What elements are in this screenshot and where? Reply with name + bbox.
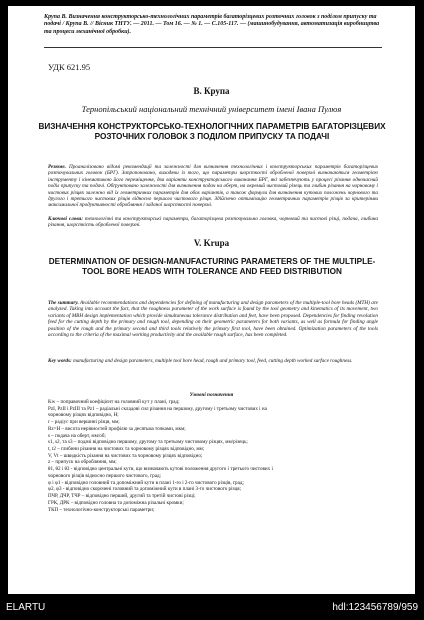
author-ukr: В. Крупа (193, 86, 230, 96)
title-ukr: ВИЗНАЧЕННЯ КОНСТРУКТОРСЬКО-ТЕХНОЛОГІЧНИХ ПАРАМЕТРІВ БАГАТОРІЗЦЕВИХ РОЗТОЧНИХ ГОЛОВОК З ПОДІЛОМ ПРИПУСКУ ТА ПОДАЧІ (38, 122, 386, 141)
keywords-ukr-text: технологічні та конструкторські параметри, багаторізцева розточувальна головка, чорновий та чистові різці, подача, глибина різання, шорсткість обробленої поверхні. (48, 216, 378, 229)
abstract-eng-text: Available recommendations and dependencies for defining of manufacturing and design parameters of the multiple-tool bore heads (MTH) are analyzed. Taking into account the fact, that the roughness parameter of the work surface is found by the tool geometry and kinematics of its movement, two variants of MBH design implementation which provide simultaneous tolerance distribution and feet, have been proposed. Dependencies for finding revolution feed for the cutting depth by the primary and rough tool, depending on their geometric parameters for both variants, as well as formula for finding angle position of the rough and the primary second and third tools relatively the primary first tool, have been obtained. Optimization parameters of the tools according to the criteria of the maximal working productivity and the available rough surface, has been completed. (48, 300, 378, 339)
notation-item: s – подача на оберт, мм/об; (48, 432, 106, 439)
repository-name: ELARTU (6, 602, 46, 613)
udk-code: УДК 621.95 (48, 62, 91, 72)
abstract-ukr-label: Резюме. (48, 164, 66, 170)
abstract-ukr-text: Проаналізовано відомі рекомендації та залежності для визначення технологічних і конструкторських параметрів багаторізцевих розточувальних головок (БРГ). Запропоновано, виходячи із того, що параметри шорсткості обробленої поверхні визначаються геометрією інструменту і кінематикою його переміщення, два варіанти конструкторського виконання БРГ, які забезпечують у процесі різання одночасний поділ припуску та подачі. Обґрунтовано залежності для визначення подач на оберт, на окремий чистовий різець та глибин різання на чорновому і чистових різцях залежно від їх геометричних параметрів для обох варіантів, а також формули для визначення кутових положень чорнового та другого і третього чистових різців відносно першого чистового різця. Здійснено оптимізацію геометричних параметрів різців за критеріями максимальної продуктивності обробляння і заданої шорсткості поверхні. (48, 164, 378, 209)
notation-item: ГРК, ДРК – відповідно головна та допоміжна різальні кромки; (48, 499, 184, 506)
keywords-eng (48, 358, 378, 364)
notation-list (48, 399, 378, 513)
abstract-eng-label: The summary. (48, 300, 79, 306)
notation-item: чорнового різців відносно першого чистового, град; (48, 472, 161, 479)
repository-footer-bar (0, 596, 424, 620)
author-eng: V. Krupa (193, 238, 230, 248)
notation-item: r – радіус при вершині різця, мм; (48, 419, 120, 426)
notation-item: φ і φ1 - відповідно головний та допоміжний кути в плані 1-го і 2-го чистового різців, град; (48, 479, 244, 486)
document-page (8, 6, 415, 594)
notation-item: t, t2 – глибини різання на чистових та чорновому різцях відповідно, мм; (48, 446, 205, 453)
keywords-ukr-label: Ключові слова: (48, 216, 83, 222)
title-eng: DETERMINATION OF DESIGN-MANUFACTURING PARAMETERS OF THE MULTIPLE-TOOL BORE HEADS WITH TOLERANCE AND FEED DISTRIBUTION (48, 257, 376, 276)
notation-item: Rz=H – висота нерівностей профілю за десятьма точками, мкм; (48, 425, 186, 432)
header-divider (44, 47, 382, 48)
affiliation: Тернопільський національний технічний університет імені Івана Пулюя (81, 104, 342, 114)
notation-item: ТКП – технологічно-конструкторські параметри; (48, 506, 155, 513)
notation-item: θ1, θ2 і θ3 - відповідно центральні кути, що визначають кутові положення другого і третього чистових і (48, 466, 273, 473)
abstract-ukr (48, 164, 378, 209)
notation-item: s1, s2, та s3 – подачі відповідно першому, другому та третьому чистовому різцях, мм/різець; (48, 439, 248, 446)
handle-identifier: hdl:123456789/959 (332, 602, 418, 613)
keywords-ukr (48, 216, 378, 229)
abstract-eng (48, 300, 378, 338)
keywords-eng-label: Key words: (48, 358, 72, 364)
notation-item: Kw – поправочний коефіцієнт на головний кут у плані, град; (48, 399, 180, 405)
keywords-eng-text: manufacturing and design parameters, multiple tool bore head, rough and primary tool, feed, cutting depth worked surface roughness. (73, 358, 353, 364)
notation-item: z – припуск на обробляння, мм; (48, 459, 117, 466)
notation-item: φ2, φ3 - відповідно скорочені головний та допоміжний кути в плані 3-го чистового різця; (48, 486, 241, 493)
notation-item: V, Vt – швидкість різання на чистових та чорновому різцях відповідно; (48, 452, 203, 459)
notation-item: PzI, PzII і PzIII та Pz1 – радіальні складові сил різання на першому, другому і третьому чистових і на (48, 405, 267, 412)
citation-header: Крупа В. Визначення конструкторсько-технологічних параметрів багаторізцевих розточних головок з поділом припуску та подачі / Крупа В. // Вісник ТНТУ. — 2011. — Том 16. — № 1. — С.105-117. — (машинобудування, автоматизація виробництва та процеси механічної обробки). (44, 14, 380, 35)
notation-item: ПЧР, ДЧР, ТЧР – відповідно перший, другий та третій чистові різці; (48, 493, 196, 500)
notation-heading: Умовні позначення (189, 392, 234, 398)
notation-item: чорновому різцях відповідно, Н; (48, 412, 119, 419)
